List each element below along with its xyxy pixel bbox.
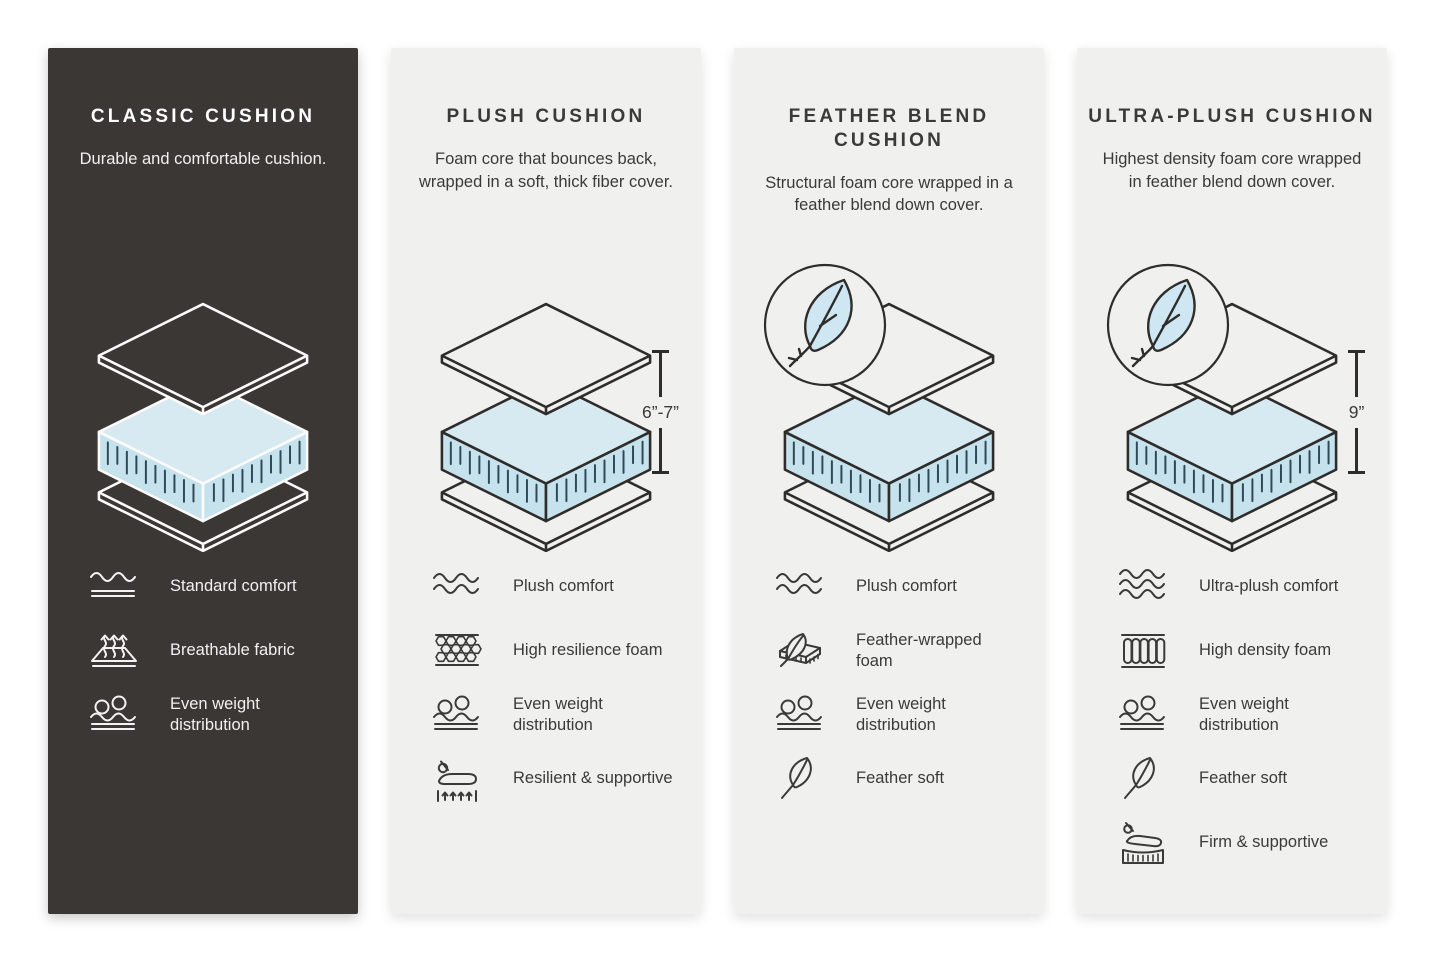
feature-label: Feather soft <box>1199 769 1288 788</box>
height-measurement <box>1348 350 1365 474</box>
feature-label: Plush comfort <box>513 577 614 596</box>
height-label: 6”-7” <box>642 401 679 422</box>
panel-header <box>1077 48 1387 244</box>
measure-bar <box>659 353 662 397</box>
panel-description: Durable and comfortable cushion. <box>79 149 327 168</box>
panel-header <box>48 48 358 244</box>
measure-bar <box>1355 353 1358 397</box>
layered-cushion-diagram <box>432 296 660 544</box>
feature-label: Ultra-plush comfort <box>1199 577 1339 596</box>
feature-item <box>774 628 1016 674</box>
firm-supportive-icon <box>1117 820 1173 866</box>
feature-label: Even weight distribution <box>170 694 260 734</box>
feature-item <box>1117 564 1359 610</box>
feature-label: Breathable fabric <box>170 641 295 660</box>
panel-title: FEATHER BLEND CUSHION <box>788 106 990 151</box>
feather-icon <box>774 756 830 802</box>
feature-list <box>1077 564 1387 866</box>
feature-list <box>391 564 701 802</box>
feature-item <box>431 628 673 674</box>
even-weight-icon <box>88 692 144 738</box>
feature-label: Plush comfort <box>856 577 957 596</box>
feature-list <box>734 564 1044 802</box>
feather-badge-icon <box>1105 262 1231 388</box>
panel-description: Structural foam core wrapped in a feather blend down cover. <box>765 173 1013 215</box>
feather-wrapped-foam-icon <box>774 628 830 674</box>
high-density-foam-icon <box>1117 628 1173 674</box>
feature-item <box>1117 756 1359 802</box>
feature-item <box>88 628 330 674</box>
even-weight-icon <box>1117 692 1173 738</box>
panel-title: CLASSIC CUSHION <box>90 106 316 127</box>
measure-bottom-cap <box>1348 471 1365 474</box>
breathable-fabric-icon <box>88 628 144 674</box>
feature-label: High density foam <box>1199 641 1332 660</box>
panel-title: PLUSH CUSHION <box>446 106 646 127</box>
feature-item <box>88 692 330 738</box>
cushion-illustration <box>391 244 701 544</box>
panel-plush-cushion <box>391 48 701 914</box>
feature-item <box>1117 820 1359 866</box>
feature-label: Even weight distribution <box>856 694 946 734</box>
even-weight-icon <box>774 692 830 738</box>
cushion-illustration <box>48 244 358 544</box>
feature-list <box>48 564 358 738</box>
feature-item <box>431 756 673 802</box>
measure-bottom-cap <box>652 471 669 474</box>
panel-ultra-plush-cushion <box>1077 48 1387 914</box>
wave-ultra-icon <box>1117 564 1173 610</box>
measure-bar <box>1355 428 1358 472</box>
panel-title: ULTRA-PLUSH CUSHION <box>1088 106 1376 127</box>
measure-bar <box>659 428 662 472</box>
height-label: 9” <box>1348 401 1365 422</box>
even-weight-icon <box>431 692 487 738</box>
panel-header <box>734 48 1044 244</box>
panel-description: Highest density foam core wrapped in feather blend down cover. <box>1102 149 1362 191</box>
resilient-supportive-icon <box>431 756 487 802</box>
feature-label: High resilience foam <box>513 641 663 660</box>
feature-item <box>774 756 1016 802</box>
feature-item <box>1117 692 1359 738</box>
feature-item <box>774 564 1016 610</box>
wave-plush-icon <box>774 564 830 610</box>
wave-standard-icon <box>88 564 144 610</box>
layered-cushion-diagram <box>89 296 317 544</box>
feature-label: Feather soft <box>856 769 945 788</box>
cushion-illustration <box>1077 244 1387 544</box>
feature-item <box>88 564 330 610</box>
panel-description: Foam core that bounces back, wrapped in a soft, thick fiber cover. <box>418 149 674 191</box>
wave-plush-icon <box>431 564 487 610</box>
panel-header <box>391 48 701 244</box>
feature-item <box>1117 628 1359 674</box>
feature-label: Standard comfort <box>170 577 297 596</box>
feather-badge-icon <box>762 262 888 388</box>
panel-classic-cushion <box>48 48 358 914</box>
cushion-illustration <box>734 244 1044 544</box>
feature-item <box>431 692 673 738</box>
feature-label: Even weight distribution <box>513 694 603 734</box>
panel-feather-blend-cushion <box>734 48 1044 914</box>
height-measurement <box>642 350 679 474</box>
feature-item <box>431 564 673 610</box>
feature-label: Firm & supportive <box>1199 833 1329 852</box>
resilience-foam-icon <box>431 628 487 674</box>
feature-label: Even weight distribution <box>1199 694 1289 734</box>
feature-item <box>774 692 1016 738</box>
feature-label: Resilient & supportive <box>513 769 673 788</box>
feather-icon <box>1117 756 1173 802</box>
feature-label: Feather-wrapped foam <box>856 630 982 670</box>
